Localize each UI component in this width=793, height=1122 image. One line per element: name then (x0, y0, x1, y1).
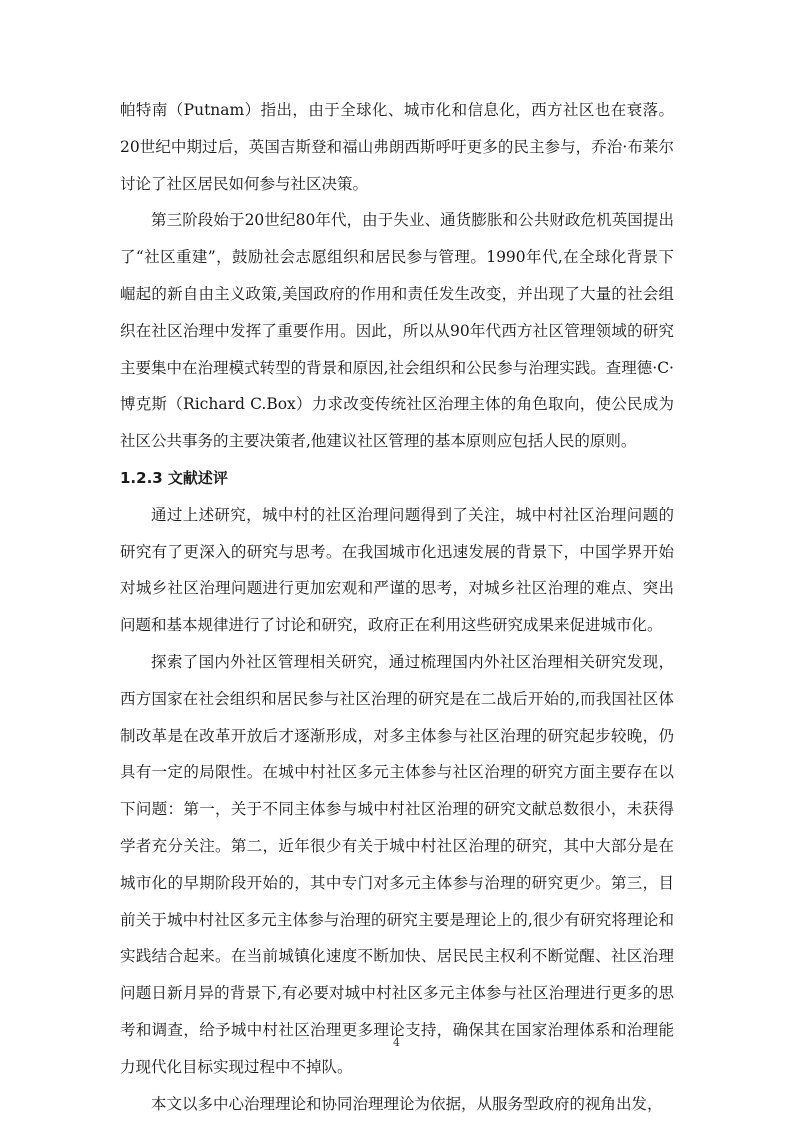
paragraph-putnam: 帕特南（Putnam）指出，由于全球化、城市化和信息化，西方社区也在衰落。20世纪中期过后，英国吉斯登和福山弗朗西斯呼吁更多的民主参与，乔治·布莱尔讨论了社区居民如何参与社区决策。 (120, 101, 674, 193)
section-heading-literature-review: 1.2.3 文献述评 (120, 468, 228, 487)
page-number: 4 (393, 1036, 400, 1049)
paragraph-review-intro: 通过上述研究，城中村的社区治理问题得到了关注，城中村社区治理问题的研究有了更深入的研究与思考。在我国城市化迅速发展的背景下，中国学界开始对城乡社区治理问题进行更加宏观和严谨的思考，对城乡社区治理的难点、突出问题和基本规律进行了讨论和研究，政府正在利用这些研究成果来促进城市化。 (120, 505, 674, 635)
paragraph-theory-basis: 本文以多中心治理理论和协同治理理论为依据，从服务型政府的视角出发， (151, 1094, 663, 1113)
body-text (120, 92, 674, 1122)
paragraph-review-problems: 探索了国内外社区管理相关研究，通过梳理国内外社区治理相关研究发现，西方国家在社会组织和居民参与社区治理的研究是在二战后开始的,而我国社区体制改革是在改革开放后才逐渐形成，对多主体参与社区治理的研究起步较晚，仍具有一定的局限性。在城中村社区多元主体参与社区治理的研究方面主要存在以下问题：第一，关于不同主体参与城中村社区治理的研究文献总数很小，未获得学者充分关注。第二，近年很少有关于城中村社区治理的研究，其中大部分是在城市化的早期阶段开始的，其中专门对多元主体参与治理的研究更少。第三，目前关于城中村社区多元主体参与治理的研究主要是理论上的,很少有研究将理论和实践结合起来。在当前城镇化速度不断加快、居民民主权利不断觉醒、社区治理问题日新月异的背景下,有必要对城中村社区多元主体参与社区治理进行更多的思考和调查，给予城中村社区治理更多理论支持，确保其在国家治理体系和治理能力现代化目标实现过程中不掉队。 (120, 652, 674, 1076)
paragraph-third-stage: 第三阶段始于20世纪80年代，由于失业、通货膨胀和公共财政危机英国提出了“社区重建”，鼓励社会志愿组织和居民参与管理。1990年代,在全球化背景下崛起的新自由主义政策,美国政府的作用和责任发生改变，并出现了大量的社会组织在社区治理中发挥了重要作用。因此，所以从90年代西方社区管理领域的研究主要集中在治理模式转型的背景和原因,社会组织和公民参与治理实践。查理德·C·博克斯（Richard C.Box）力求改变传统社区治理主体的角色取向，使公民成为社区公共事务的主要决策者,他建议社区管理的基本原则应包括人民的原则。 (120, 211, 674, 451)
